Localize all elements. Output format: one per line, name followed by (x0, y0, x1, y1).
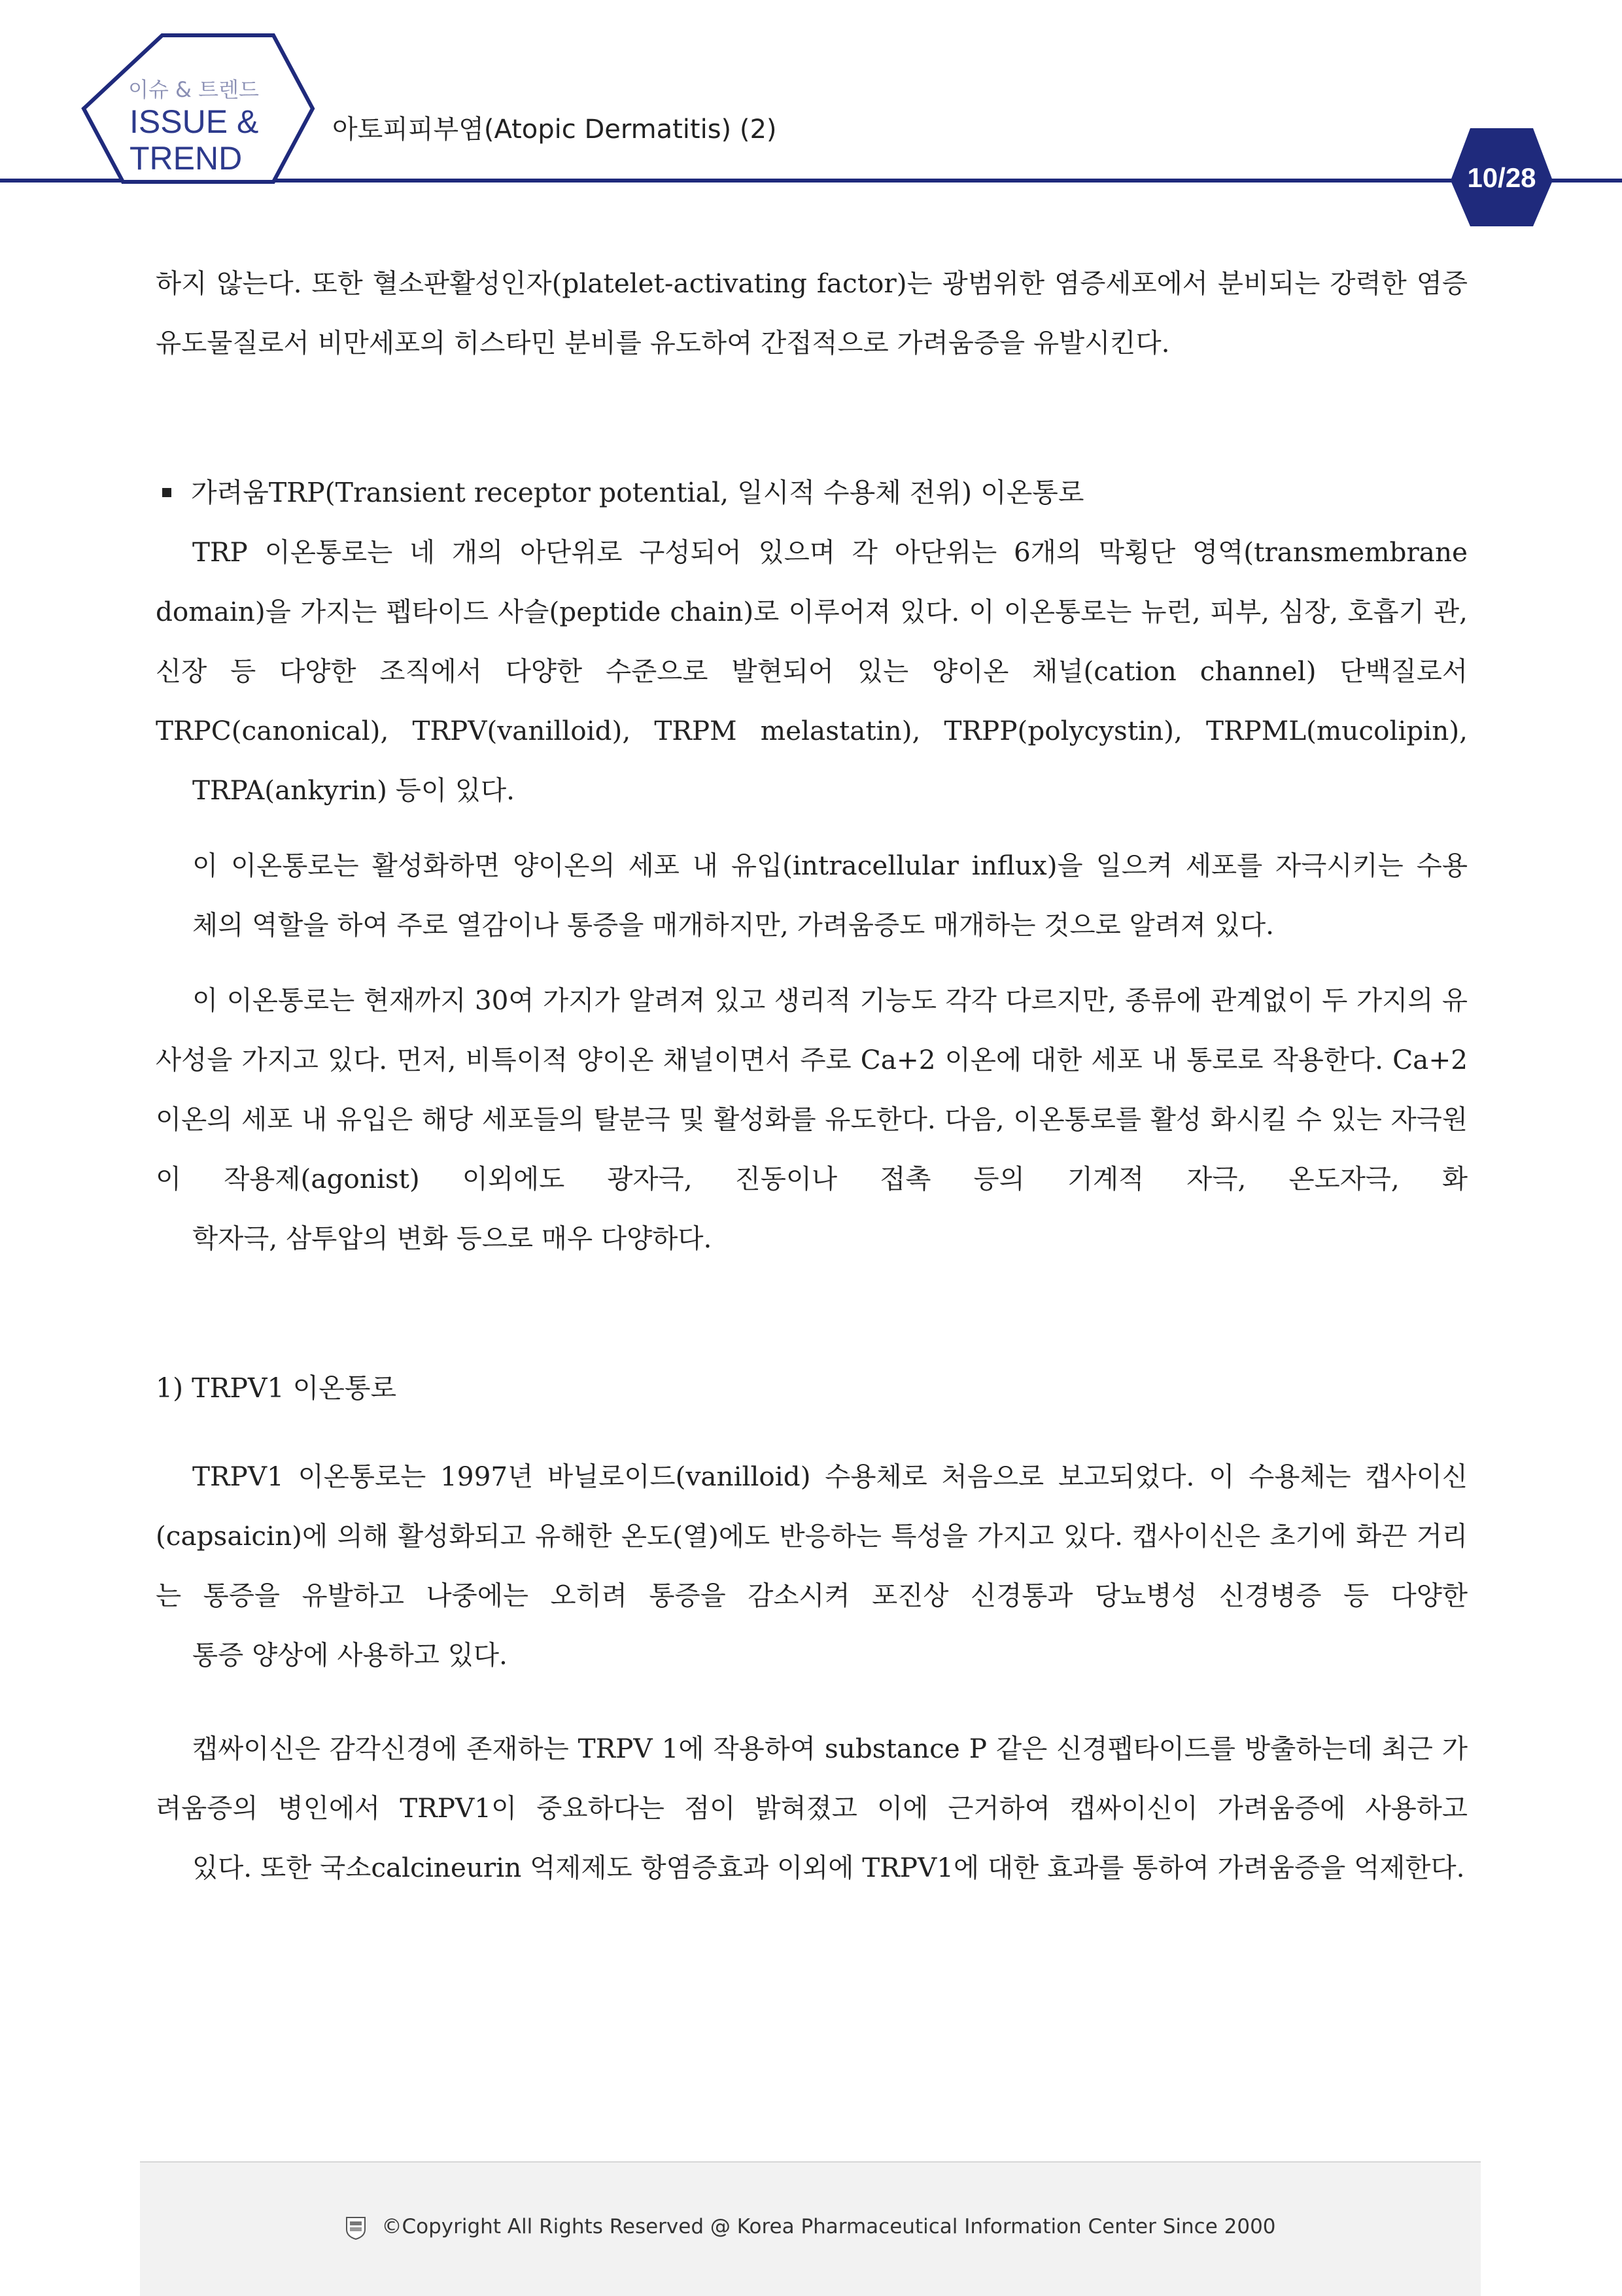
text-line: TRPC(canonical), TRPV(vanilloid), TRPM melastatin), TRPP(polycystin), TRPML(mucolipin), (156, 715, 1468, 746)
badge-line-1: ISSUE & (129, 103, 259, 140)
text-line: 거리는 통증을 유발하고 나중에는 오히려 통증을 감소시켜 포진상 신경통과 당뇨병성 신경병증 등 다양한 (156, 1520, 1468, 1611)
text-line: 캡싸이신은 감각신경에 존재하는 TRPV 1에 작용하여 substance P 같은 신경펩타이드를 방출하는데 최근 (192, 1733, 1433, 1764)
badge-korean-label: 이슈 & 트렌드 (128, 77, 259, 102)
paragraph-1 (156, 523, 1468, 820)
text-line: 통증 양상에 사용하고 있다. (192, 1639, 508, 1671)
kpic-emblem-icon (345, 2216, 367, 2240)
paragraph-5 (156, 1719, 1468, 1898)
page-number: 10/28 (1467, 162, 1536, 193)
document-title: 아토피피부염(Atopic Dermatitis) (2) (332, 114, 777, 145)
text-line: TRPV1 이온통로는 1997년 바닐로이드(vanilloid) 수용체로 처음으로 보고되었다. 이 수용체는 캡사이신 (192, 1461, 1468, 1492)
text-line: TRPA(ankyrin) 등이 있다. (192, 774, 515, 806)
text-line: TRP 이온통로는 네 개의 아단위로 구성되어 있으며 각 아단위는 6개의 막횡단 영역(transmembrane (192, 536, 1468, 568)
text-line: 이 이온통로는 현재까지 30여 가지가 알려져 있고 생리적 기능도 각각 다르지만, 종류에 관계없이 두 (192, 984, 1348, 1016)
text-line: domain)을 가지는 펩타이드 사슬(peptide chain)로 이루어져 있다. 이 이온통로는 뉴런, 피부, 심장, 호흡기 (156, 596, 1424, 627)
text-line: 가려움증의 병인에서 TRPV1이 중요하다는 점이 밝혀졌고 이에 근거하여 캡싸이신이 가려움증에 사용하고 (156, 1733, 1468, 1824)
text-line: 화시킬 수 있는 자극원이 작용제(agonist) 이외에도 광자극, 진동이나 접촉 등의 기계적 자극, 온도자극, 화 (156, 1104, 1468, 1194)
text-line: 관, 신장 등 다양한 조직에서 다양한 수준으로 발현되어 있는 양이온 채널(cation channel) 단백질로서 (156, 596, 1468, 687)
badge-issue-trend (129, 103, 260, 177)
paragraph-4 (156, 1447, 1468, 1685)
text-line: 이 이온통로는 활성화하면 양이온의 세포 내 유입(intracellular influx)을 일으켜 세포를 자극시키는 수용 (192, 850, 1468, 881)
text-line: 유도물질로서 비만세포의 히스타민 분비를 유도하여 간접적으로 가려움증을 유발시킨다. (156, 327, 1170, 358)
text-line: 가지의 유사성을 가지고 있다. 먼저, 비특이적 양이온 채널이면서 주로 Ca+2 이온에 대한 세포 내 통로로 (156, 984, 1468, 1075)
text-line: 학자극, 삼투압의 변화 등으로 매우 다양하다. (192, 1223, 712, 1254)
copyright-text: ©Copyright All Rights Reserved @ Korea Pharmaceutical Information Center Since 2000 (381, 2215, 1276, 2238)
footer-content (140, 2215, 1481, 2240)
text-line: (capsaicin)에 의해 활성화되고 유해한 온도(열)에도 반응하는 특성을 가지고 있다. 캡사이신은 초기에 화끈 (156, 1520, 1407, 1552)
text-line: 작용한다. Ca+2이온의 세포 내 유입은 해당 세포들의 탈분극 및 활성화를 유도한다. 다음, 이온통로를 활성 (156, 1044, 1468, 1135)
square-bullet-icon (162, 488, 171, 497)
paragraph-3 (156, 971, 1468, 1268)
section-heading-text: 가려움TRP(Transient receptor potential, 일시적 수용체 전위) 이온통로 (191, 477, 1084, 508)
text-line: 있다. 또한 국소calcineurin 억제제도 항염증효과 이외에 TRPV1에 대한 효과를 통하여 가려움증을 억제한다. (192, 1852, 1465, 1883)
section-heading-trpv1: 1) TRPV1 이온통로 (156, 1372, 397, 1404)
paragraph-0 (156, 254, 1468, 373)
document-body (156, 254, 1468, 1898)
section-heading-trp (156, 463, 1468, 523)
text-line: 체의 역할을 하여 주로 열감이나 통증을 매개하지만, 가려움증도 매개하는 것으로 알려져 있다. (192, 909, 1275, 941)
page-header (0, 0, 1622, 235)
page-footer (140, 2161, 1481, 2296)
text-line: 하지 않는다. 또한 혈소판활성인자(platelet-activating factor)는 광범위한 염증세포에서 분비되는 강력한 염증 (156, 268, 1468, 299)
badge-line-2: TREND (129, 140, 243, 177)
paragraph-2 (156, 836, 1468, 955)
